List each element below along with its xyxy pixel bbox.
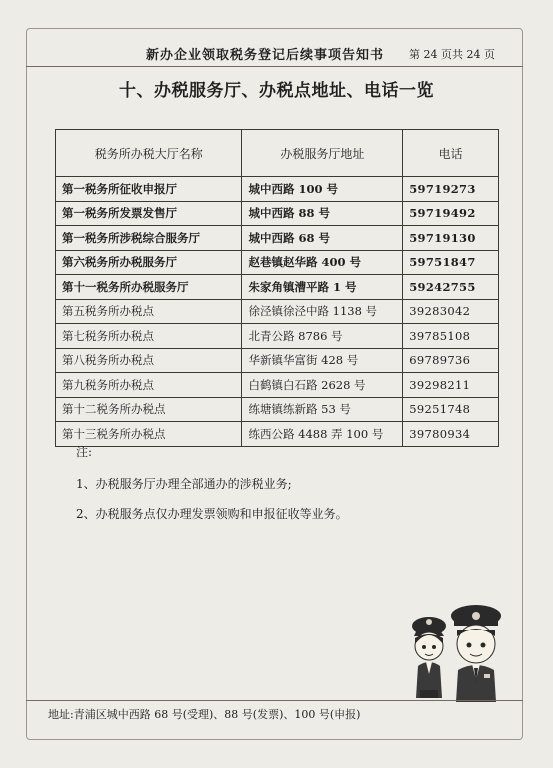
page-indicator: 第 24 页共 24 页 [409,48,495,61]
office-name-cell: 第七税务所办税点 [56,324,242,349]
office-address-cell: 城中西路 68 号 [242,226,403,251]
table-row [56,348,499,373]
table-header-row [56,130,499,177]
table-row [56,422,499,447]
office-name-cell: 第五税务所办税点 [56,299,242,324]
office-address-cell: 城中西路 100 号 [242,177,403,202]
office-phone-cell: 39780934 [403,422,499,447]
office-name-cell: 第一税务所涉税综合服务厅 [56,226,242,251]
note-item: 1、办税服务厅办理全部通办的涉税业务; [76,477,292,491]
tax-office-table [55,129,499,447]
male-officer-figure [451,605,501,702]
office-address-cell: 练塘镇练新路 53 号 [242,397,403,422]
office-name-cell: 第一税务所发票发售厅 [56,201,242,226]
office-phone-cell: 59719492 [403,201,499,226]
table-body [56,177,499,447]
office-address-cell: 练西公路 4488 弄 100 号 [242,422,403,447]
office-address-cell: 赵巷镇赵华路 400 号 [242,250,403,275]
office-address-cell: 北青公路 8786 号 [242,324,403,349]
footer-divider [26,700,523,701]
document-title: 新办企业领取税务登记后续事项告知书 [146,48,385,63]
notes-label: 注: [76,445,93,459]
table-row [56,373,499,398]
office-name-cell: 第六税务所办税服务厅 [56,250,242,275]
table-row [56,324,499,349]
female-officer-figure [412,617,446,698]
office-name-cell: 第八税务所办税点 [56,348,242,373]
column-header-name: 税务所办税大厅名称 [56,130,242,177]
office-phone-cell: 69789736 [403,348,499,373]
office-name-cell: 第十一税务所办税服务厅 [56,275,242,300]
table-row [56,177,499,202]
office-phone-cell: 59251748 [403,397,499,422]
column-header-address: 办税服务厅地址 [242,130,403,177]
office-phone-cell: 39298211 [403,373,499,398]
office-phone-cell: 39785108 [403,324,499,349]
office-name-cell: 第九税务所办税点 [56,373,242,398]
tax-officers-cartoon [404,586,514,706]
footer-address: 地址:青浦区城中西路 68 号(受理)、88 号(发票)、100 号(申报) [48,708,361,721]
office-name-cell: 第十二税务所办税点 [56,397,242,422]
office-address-cell: 白鹤镇白石路 2628 号 [242,373,403,398]
column-header-phone: 电话 [403,130,499,177]
table-row [56,275,499,300]
table-row [56,250,499,275]
office-phone-cell: 59719273 [403,177,499,202]
office-phone-cell: 59242755 [403,275,499,300]
office-address-cell: 城中西路 88 号 [242,201,403,226]
office-address-cell: 华新镇华富街 428 号 [242,348,403,373]
office-phone-cell: 59719130 [403,226,499,251]
header-divider [26,66,523,67]
office-name-cell: 第一税务所征收申报厅 [56,177,242,202]
section-title: 十、办税服务厅、办税点地址、电话一览 [119,81,434,101]
page-header [26,40,523,64]
office-phone-cell: 39283042 [403,299,499,324]
note-item: 2、办税服务点仅办理发票领购和申报征收等业务。 [76,507,348,521]
table-row [56,201,499,226]
table-row [56,299,499,324]
office-name-cell: 第十三税务所办税点 [56,422,242,447]
office-address-cell: 徐泾镇徐泾中路 1138 号 [242,299,403,324]
office-address-cell: 朱家角镇漕平路 1 号 [242,275,403,300]
table-row [56,397,499,422]
office-phone-cell: 59751847 [403,250,499,275]
table-row [56,226,499,251]
